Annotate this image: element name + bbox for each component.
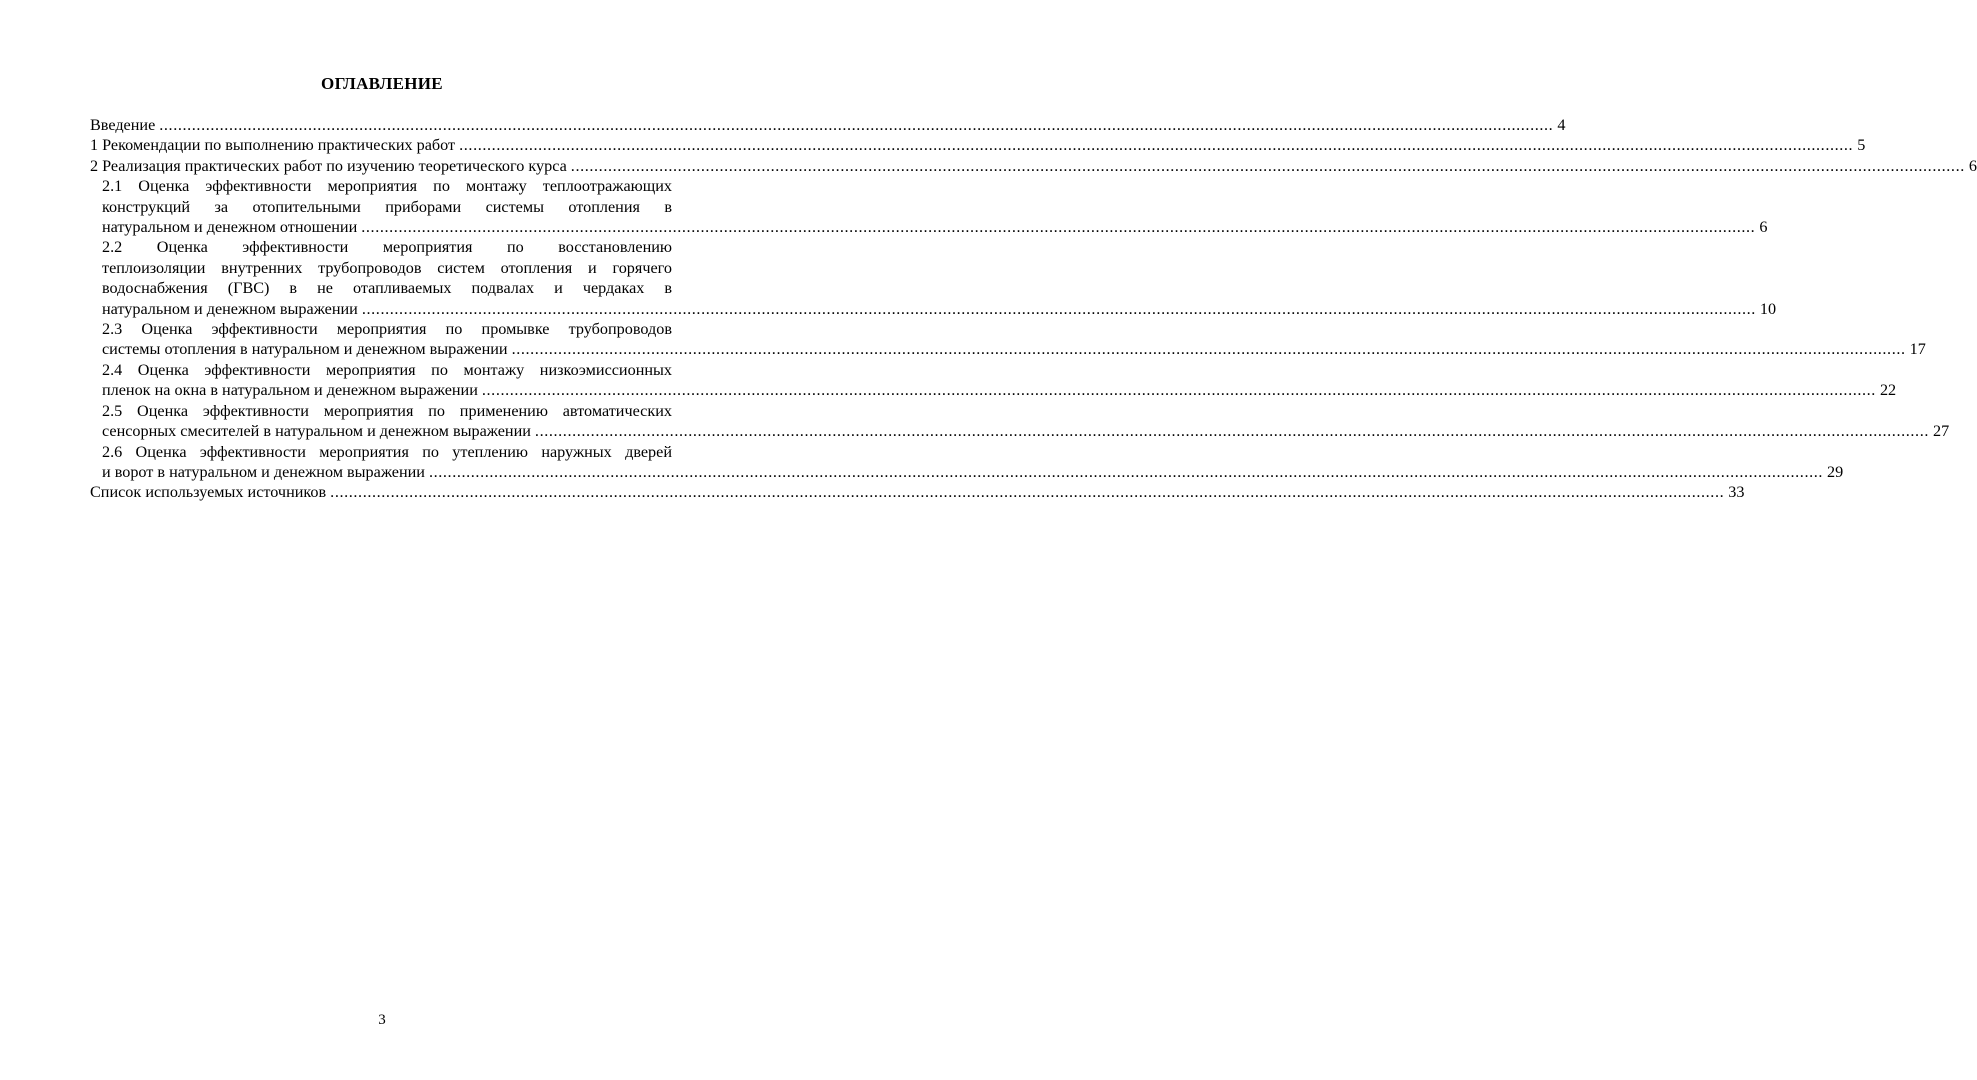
toc-page-number: 27 xyxy=(1932,422,1950,441)
toc-entry-line: конструкций за отопительными приборами системы отопления в xyxy=(102,197,672,216)
toc-entry-final-line xyxy=(90,156,1977,176)
toc-entry[interactable] xyxy=(90,442,1844,483)
toc-page-number: 22 xyxy=(1879,381,1897,400)
page-title: ОГЛАВЛЕНИЕ xyxy=(321,74,443,93)
toc-entry-final-line xyxy=(102,462,1844,482)
table-of-contents xyxy=(90,115,1977,503)
toc-entry-title: Введение xyxy=(90,116,156,134)
toc-entry-title: Список используемых источников xyxy=(90,483,327,502)
toc-entry-title: натуральном и денежном отношении xyxy=(102,218,358,237)
dot-leader: ............................................................................................................................................................................................................................................................................................................ xyxy=(428,462,1824,481)
dot-leader: ............................................................................................................................................................................................................................................................................................................ xyxy=(570,156,1965,175)
toc-entry-title: 1 Рекомендации по выполнению практических работ xyxy=(90,136,456,155)
toc-entry[interactable] xyxy=(90,401,1950,442)
dot-leader: ............................................................................................................................................................................................................................................................................................................ xyxy=(481,381,1876,400)
toc-entry-final-line xyxy=(102,299,1777,319)
toc-entry-line: теплоизоляции внутренних трубопроводов систем отопления и горячего xyxy=(102,258,672,277)
dot-leader: ............................................................................................................................................................................................................................................................................................................ xyxy=(534,422,1929,441)
toc-page-number: 10 xyxy=(1759,299,1777,318)
toc-entry-final-line xyxy=(102,380,1897,400)
dot-leader: ............................................................................................................................................................................................................................................................................................................ xyxy=(459,136,1854,155)
toc-entry-line: 2.5 Оценка эффективности мероприятия по применению автоматических xyxy=(102,401,672,420)
dot-leader: ............................................................................................................................................................................................................................................................................................................ xyxy=(511,340,1906,359)
toc-entry[interactable] xyxy=(90,156,1977,176)
toc-page-number: 5 xyxy=(1857,136,1866,155)
toc-entry-final-line xyxy=(102,421,1950,441)
toc-entry[interactable] xyxy=(90,135,1866,155)
toc-page-number: 29 xyxy=(1827,462,1844,481)
toc-entry-line: 2.6 Оценка эффективности мероприятия по утеплению наружных дверей xyxy=(102,442,672,461)
dot-leader: ............................................................................................................................................................................................................................................................................................................ xyxy=(361,218,1756,237)
dot-leader: ............................................................................................................................................................................................................................................................................................................ xyxy=(159,116,1554,134)
toc-entry[interactable] xyxy=(90,482,1745,502)
toc-page-number: 33 xyxy=(1728,483,1745,502)
toc-entry-title: и ворот в натуральном и денежном выражении xyxy=(102,462,425,481)
toc-entry-title: натуральном и денежном выражении xyxy=(102,299,358,318)
toc-entry-final-line xyxy=(90,135,1866,155)
toc-entry-final-line xyxy=(90,115,1566,135)
toc-entry-line: 2.4 Оценка эффективности мероприятия по монтажу низкоэмиссионных xyxy=(102,360,672,379)
toc-page-number: 6 xyxy=(1759,218,1768,237)
page-number: 3 xyxy=(378,1012,386,1028)
toc-entry-line: 2.3 Оценка эффективности мероприятия по промывке трубопроводов xyxy=(102,320,672,339)
dot-leader: ............................................................................................................................................................................................................................................................................................................ xyxy=(361,299,1756,318)
toc-entry-title: пленок на окна в натуральном и денежном выражении xyxy=(102,381,478,400)
toc-entry-final-line xyxy=(102,217,1768,237)
toc-entry-title: сенсорных смесителей в натуральном и денежном выражении xyxy=(102,422,531,441)
toc-entry[interactable] xyxy=(90,115,1566,135)
toc-entry[interactable] xyxy=(90,237,1777,319)
toc-page-number: 4 xyxy=(1557,116,1566,134)
toc-entry[interactable] xyxy=(90,176,1768,237)
toc-entry-line: водоснабжения (ГВС) в не отапливаемых подвалах и чердаках в xyxy=(102,279,672,298)
dot-leader: ............................................................................................................................................................................................................................................................................................................ xyxy=(330,483,1725,502)
toc-page-number: 17 xyxy=(1909,340,1926,359)
toc-entry[interactable] xyxy=(90,319,1926,360)
toc-entry-title: системы отопления в натуральном и денежном выражении xyxy=(102,340,508,359)
toc-page-number: 6 xyxy=(1968,156,1977,175)
toc-entry-final-line xyxy=(90,482,1745,502)
toc-entry-line: 2.2 Оценка эффективности мероприятия по восстановлению xyxy=(102,238,672,257)
toc-entry-line: 2.1 Оценка эффективности мероприятия по монтажу теплоотражающих xyxy=(102,177,672,196)
toc-entry-final-line xyxy=(102,339,1926,359)
toc-entry[interactable] xyxy=(90,360,1897,401)
toc-entry-title: 2 Реализация практических работ по изучению теоретического курса xyxy=(90,156,567,175)
